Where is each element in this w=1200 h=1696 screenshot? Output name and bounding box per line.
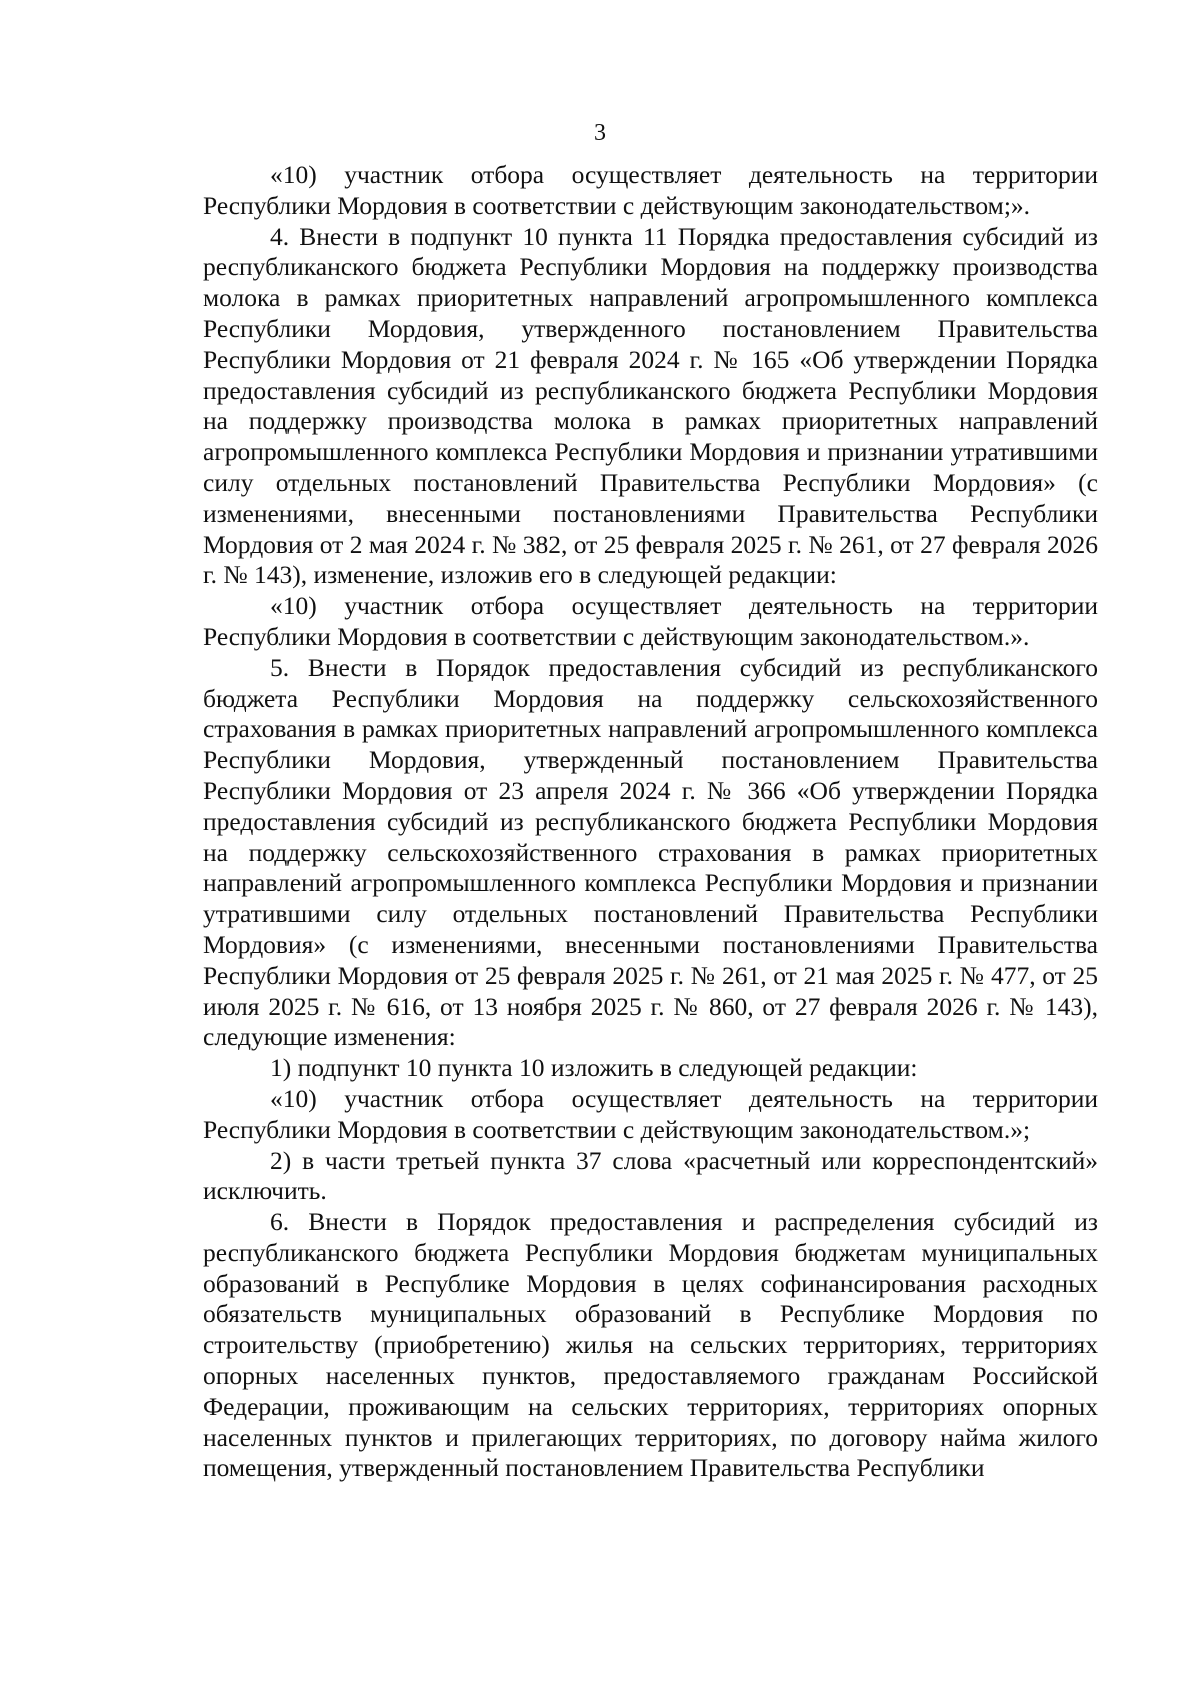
paragraph-item-6: 6. Внести в Порядок предоставления и распределения субсидий из республиканского бюджета Республики Мордовия бюджетам муниципальных образований в Республике Мордовия в целях софинансирования расходных обязательств муниципальных образований в Республике Мордовия по строительству (приобретению) жилья на сельских территориях, территориях опорных населенных пунктов, предоставляемого гражданам Российской Федерации, проживающим на сельских территориях, территориях опорных населенных пунктов и прилегающих территориях, по договору найма жилого помещения, утвержденный постановлением Правительства Республики bbox=[203, 1207, 1098, 1483]
document-body bbox=[203, 160, 1098, 1484]
paragraph-quote-10-third: «10) участник отбора осуществляет деятельность на территории Республики Мордовия в соответствии с действующим законодательством.»; bbox=[203, 1083, 1098, 1144]
paragraph-quote-10-first: «10) участник отбора осуществляет деятельность на территории Республики Мордовия в соответствии с действующим законодательством;». bbox=[203, 160, 1098, 220]
page-number: 3 bbox=[594, 120, 606, 146]
paragraph-quote-10-second: «10) участник отбора осуществляет деятельность на территории Республики Мордовия в соответствии с действующим законодательством.». bbox=[203, 591, 1098, 651]
paragraph-item-5: 5. Внести в Порядок предоставления субсидий из республиканского бюджета Республики Мордовия на поддержку сельскохозяйственного страхования в рамках приоритетных направлений агропромышленного комплекса Республики Мордовия, утвержденный постановлением Правительства Республики Мордовия от 23 апреля 2024 г. № 366 «Об утверждении Порядка предоставления субсидий из республиканского бюджета Республики Мордовия на поддержку сельскохозяйственного страхования в рамках приоритетных направлений агропромышленного комплекса Республики Мордовия и признании утратившими силу отдельных постановлений Правительства Республики Мордовия» (с изменениями, внесенными постановлениями Правительства Республики Мордовия от 25 февраля 2025 г. № 261, от 21 мая 2025 г. № 477, от 25 июля 2025 г. № 616, от 13 ноября 2025 г. № 860, от 27 февраля 2026 г. № 143), следующие изменения: bbox=[203, 652, 1098, 1052]
paragraph-item-4: 4. Внести в подпункт 10 пункта 11 Порядка предоставления субсидий из республиканского бюджета Республики Мордовия на поддержку производства молока в рамках приоритетных направлений агропромышленного комплекса Республики Мордовия, утвержденного постановлением Правительства Республики Мордовия от 21 февраля 2024 г. № 165 «Об утверждении Порядка предоставления субсидий из республиканского бюджета Республики Мордовия на поддержку производства молока в рамках приоритетных направлений агропромышленного комплекса Республики Мордовия и признании утратившими силу отдельных постановлений Правительства Республики Мордовия» (с изменениями, внесенными постановлениями Правительства Республики Мордовия от 2 мая 2024 г. № 382, от 25 февраля 2025 г. № 261, от 27 февраля 2026 г. № 143), изменение, изложив его в следующей редакции: bbox=[203, 221, 1098, 590]
paragraph-subitem-2: 2) в части третьей пункта 37 слова «расчетный или корреспондентский» исключить. bbox=[203, 1145, 1098, 1206]
paragraph-subitem-1: 1) подпункт 10 пункта 10 изложить в следующей редакции: bbox=[270, 1053, 918, 1083]
